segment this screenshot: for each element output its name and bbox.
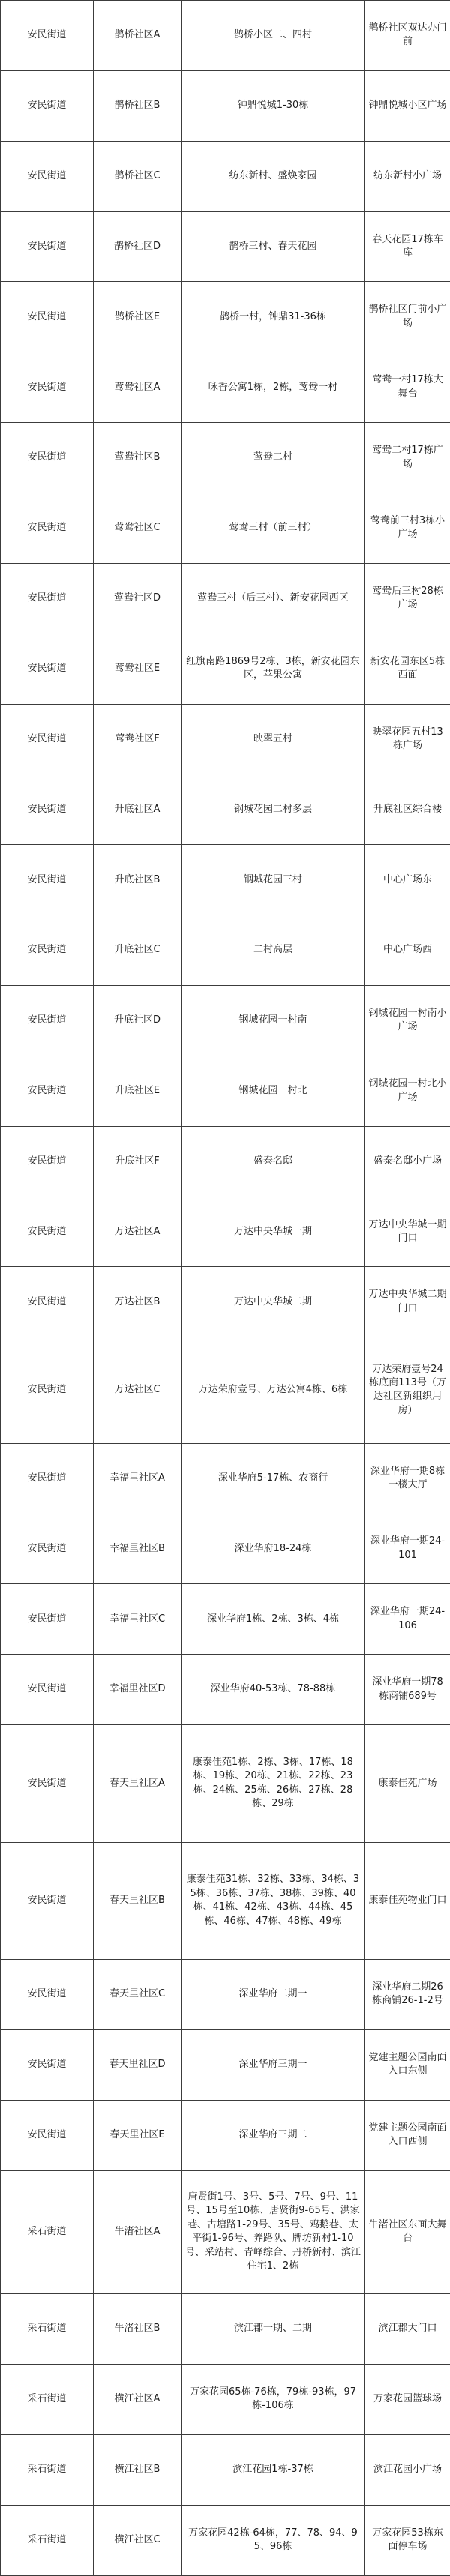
table-row <box>1 915 450 986</box>
street-cell: 安民街道 <box>1 282 94 352</box>
point-cell: 纺东新村小广场 <box>365 141 450 211</box>
area-cell: 滨江花园1栋-37栋 <box>182 2434 365 2505</box>
table-row <box>1 1267 450 1337</box>
area-cell: 深业华府5-17栋、农商行 <box>182 1443 365 1514</box>
area-cell: 康泰佳苑31栋、32栋、33栋、34栋、35栋、36栋、37栋、38栋、39栋、40栋、41栋、42栋、43栋、44栋、45栋、46栋、47栋、48栋、49栋 <box>182 1842 365 1959</box>
community-cell: 莺鸯社区D <box>94 563 182 634</box>
area-cell: 莺鸯三村（前三村） <box>182 493 365 564</box>
table-row <box>1 352 450 423</box>
street-cell: 采石街道 <box>1 2294 94 2365</box>
table-row <box>1 704 450 774</box>
area-cell: 深业华府1栋、2栋、3栋、4栋 <box>182 1584 365 1655</box>
table-row <box>1 70 450 141</box>
point-cell: 深业华府二期26栋商铺26-1-2号 <box>365 1959 450 2029</box>
table-row <box>1 1584 450 1655</box>
table-row <box>1 1126 450 1197</box>
area-cell: 鹊桥一村，钟鼎31-36栋 <box>182 282 365 352</box>
table-row <box>1 1725 450 1842</box>
point-cell: 鹊桥社区门前小广场 <box>365 282 450 352</box>
point-cell: 万达中央华城二期门口 <box>365 1267 450 1337</box>
community-cell: 春天里社区E <box>94 2100 182 2170</box>
table-row <box>1 2029 450 2100</box>
community-cell: 幸福里社区C <box>94 1584 182 1655</box>
community-cell: 莺鸯社区E <box>94 634 182 704</box>
table-row <box>1 493 450 564</box>
point-cell: 深业华府一期24-101 <box>365 1514 450 1584</box>
street-cell: 安民街道 <box>1 1443 94 1514</box>
street-cell: 安民街道 <box>1 352 94 423</box>
street-cell: 安民街道 <box>1 1197 94 1267</box>
community-cell: 鹊桥社区D <box>94 211 182 282</box>
area-cell: 万达荣府壹号、万达公寓4栋、6栋 <box>182 1337 365 1443</box>
area-cell: 万达中央华城一期 <box>182 1197 365 1267</box>
street-cell: 安民街道 <box>1 2029 94 2100</box>
area-cell: 鹊桥三村、春天花园 <box>182 211 365 282</box>
point-cell: 万家花园篮球场 <box>365 2364 450 2434</box>
area-cell: 滨江郡一期、二期 <box>182 2294 365 2365</box>
street-cell: 安民街道 <box>1 1584 94 1655</box>
community-cell: 莺鸯社区C <box>94 493 182 564</box>
community-cell: 横江社区C <box>94 2505 182 2575</box>
area-cell: 万家花园42栋-64栋，77、78、94、95、96栋 <box>182 2505 365 2575</box>
table-row <box>1 211 450 282</box>
point-cell: 莺鸯二村17栋广场 <box>365 423 450 493</box>
area-cell: 唐贤街1号、3号、5号、7号、9号、11号、15号至10栋、唐贤街9-65号、洪家巷、古塘路1-29号、35号、鸡鹅巷、太平街1-96号、养路队、牌坊新村1-10号、采站村、青峰综合、丹桥新村、滨江住宅1、2栋 <box>182 2170 365 2294</box>
street-cell: 安民街道 <box>1 1842 94 1959</box>
community-cell: 春天里社区B <box>94 1842 182 1959</box>
point-cell: 康泰佳苑物业门口 <box>365 1842 450 1959</box>
point-cell: 升底社区综合楼 <box>365 774 450 845</box>
street-cell: 安民街道 <box>1 704 94 774</box>
area-cell: 深业华府40-53栋、78-88栋 <box>182 1655 365 1725</box>
area-cell: 钢城花园一村北 <box>182 1056 365 1126</box>
street-cell: 安民街道 <box>1 2100 94 2170</box>
community-cell: 升底社区E <box>94 1056 182 1126</box>
community-cell: 牛渚社区B <box>94 2294 182 2365</box>
point-cell: 党建主题公园南面入口西侧 <box>365 2100 450 2170</box>
street-cell: 采石街道 <box>1 2505 94 2575</box>
area-cell: 深业华府三期一 <box>182 2029 365 2100</box>
area-cell: 万家花园65栋-76栋，79栋-93栋，97栋-106栋 <box>182 2364 365 2434</box>
point-cell: 映翠花园五村13栋广场 <box>365 704 450 774</box>
street-cell: 安民街道 <box>1 1655 94 1725</box>
area-cell: 钢城花园一村南 <box>182 986 365 1056</box>
area-cell: 盛泰名邸 <box>182 1126 365 1197</box>
area-cell: 二村高层 <box>182 915 365 986</box>
table-row <box>1 1197 450 1267</box>
area-cell: 莺鸯二村 <box>182 423 365 493</box>
point-cell: 莺鸯一村17栋大舞台 <box>365 352 450 423</box>
table-row <box>1 1056 450 1126</box>
table-row <box>1 986 450 1056</box>
area-cell: 深业华府三期二 <box>182 2100 365 2170</box>
community-cell: 升底社区B <box>94 845 182 915</box>
table-row <box>1 1842 450 1959</box>
point-cell: 党建主题公园南面入口东侧 <box>365 2029 450 2100</box>
street-cell: 安民街道 <box>1 1959 94 2029</box>
table-row <box>1 774 450 845</box>
point-cell: 钢城花园一村北小广场 <box>365 1056 450 1126</box>
street-cell: 安民街道 <box>1 1 94 71</box>
community-cell: 鹊桥社区C <box>94 141 182 211</box>
area-cell: 钢城花园三村 <box>182 845 365 915</box>
point-cell: 深业华府一期24-106 <box>365 1584 450 1655</box>
point-cell: 莺鸯后三村28栋广场 <box>365 563 450 634</box>
community-cell: 春天里社区D <box>94 2029 182 2100</box>
community-cell: 鹊桥社区A <box>94 1 182 71</box>
point-cell: 新安花园东区5栋西面 <box>365 634 450 704</box>
area-cell: 钢城花园二村多层 <box>182 774 365 845</box>
point-cell: 钟鼎悦城小区广场 <box>365 70 450 141</box>
street-cell: 安民街道 <box>1 986 94 1056</box>
table-row <box>1 1443 450 1514</box>
street-cell: 安民街道 <box>1 70 94 141</box>
table-body <box>1 1 450 2576</box>
community-cell: 幸福里社区B <box>94 1514 182 1584</box>
community-cell: 万达社区A <box>94 1197 182 1267</box>
table-row <box>1 845 450 915</box>
point-cell: 春天花园17栋车库 <box>365 211 450 282</box>
street-cell: 安民街道 <box>1 493 94 564</box>
area-cell: 万达中央华城二期 <box>182 1267 365 1337</box>
street-cell: 安民街道 <box>1 563 94 634</box>
community-cell: 莺鸯社区A <box>94 352 182 423</box>
street-cell: 安民街道 <box>1 1337 94 1443</box>
area-cell: 莺鸯三村（后三村）、新安花园西区 <box>182 563 365 634</box>
point-cell: 中心广场西 <box>365 915 450 986</box>
area-cell: 映翠五村 <box>182 704 365 774</box>
table-row <box>1 2434 450 2505</box>
table-row <box>1 141 450 211</box>
community-cell: 春天里社区A <box>94 1725 182 1842</box>
area-cell: 红旗南路1869号2栋、3栋，新安花园东区，苹果公寓 <box>182 634 365 704</box>
point-cell: 钢城花园一村南小广场 <box>365 986 450 1056</box>
table-row <box>1 2505 450 2575</box>
community-cell: 春天里社区C <box>94 1959 182 2029</box>
community-cell: 万达社区C <box>94 1337 182 1443</box>
street-cell: 安民街道 <box>1 915 94 986</box>
table-row <box>1 2170 450 2294</box>
community-cell: 莺鸯社区F <box>94 704 182 774</box>
community-cell: 升底社区F <box>94 1126 182 1197</box>
community-cell: 升底社区D <box>94 986 182 1056</box>
street-cell: 安民街道 <box>1 774 94 845</box>
street-cell: 安民街道 <box>1 634 94 704</box>
street-cell: 安民街道 <box>1 1725 94 1842</box>
table-row <box>1 2100 450 2170</box>
point-cell: 深业华府一期78栋商铺689号 <box>365 1655 450 1725</box>
community-cell: 升底社区A <box>94 774 182 845</box>
table-row <box>1 1337 450 1443</box>
point-cell: 中心广场东 <box>365 845 450 915</box>
table-row <box>1 423 450 493</box>
street-cell: 安民街道 <box>1 423 94 493</box>
table-row <box>1 2364 450 2434</box>
area-cell: 深业华府18-24栋 <box>182 1514 365 1584</box>
point-cell: 万达荣府壹号24栋底商113号（万达社区新组织用房） <box>365 1337 450 1443</box>
street-cell: 安民街道 <box>1 141 94 211</box>
point-cell: 康泰佳苑广场 <box>365 1725 450 1842</box>
table-row <box>1 1514 450 1584</box>
point-cell: 滨江花园小广场 <box>365 2434 450 2505</box>
table-row <box>1 1959 450 2029</box>
street-cell: 安民街道 <box>1 1056 94 1126</box>
table-row <box>1 563 450 634</box>
community-cell: 鹊桥社区E <box>94 282 182 352</box>
area-cell: 康泰佳苑1栋、2栋、3栋、17栋、18栋、19栋、20栋、21栋、22栋、23栋、24栋、25栋、26栋、27栋、28栋、29栋 <box>182 1725 365 1842</box>
community-cell: 万达社区B <box>94 1267 182 1337</box>
community-cell: 横江社区B <box>94 2434 182 2505</box>
community-cell: 幸福里社区A <box>94 1443 182 1514</box>
street-cell: 采石街道 <box>1 2364 94 2434</box>
area-cell: 深业华府二期一 <box>182 1959 365 2029</box>
community-cell: 升底社区C <box>94 915 182 986</box>
area-cell: 钟鼎悦城1-30栋 <box>182 70 365 141</box>
area-cell: 纺东新村、盛焕家园 <box>182 141 365 211</box>
community-cell: 牛渚社区A <box>94 2170 182 2294</box>
point-cell: 莺鸯前三村3栋小广场 <box>365 493 450 564</box>
street-cell: 采石街道 <box>1 2170 94 2294</box>
point-cell: 鹊桥社区双达办门前 <box>365 1 450 71</box>
point-cell: 万家花园53栋东面停车场 <box>365 2505 450 2575</box>
point-cell: 深业华府一期8栋一楼大厅 <box>365 1443 450 1514</box>
point-cell: 盛泰名邸小广场 <box>365 1126 450 1197</box>
table-row <box>1 2294 450 2365</box>
table-row <box>1 1655 450 1725</box>
community-cell: 莺鸯社区B <box>94 423 182 493</box>
point-cell: 滨江郡大门口 <box>365 2294 450 2365</box>
area-cell: 咏香公寓1栋，2栋，莺鸯一村 <box>182 352 365 423</box>
street-cell: 安民街道 <box>1 1267 94 1337</box>
area-cell: 鹊桥小区二、四村 <box>182 1 365 71</box>
street-cell: 安民街道 <box>1 845 94 915</box>
point-cell: 万达中央华城一期门口 <box>365 1197 450 1267</box>
street-cell: 安民街道 <box>1 211 94 282</box>
table-row <box>1 1 450 71</box>
table-row <box>1 634 450 704</box>
point-cell: 牛渚社区东面大舞台 <box>365 2170 450 2294</box>
street-cell: 安民街道 <box>1 1126 94 1197</box>
community-cell: 横江社区A <box>94 2364 182 2434</box>
table-row <box>1 282 450 352</box>
community-cell: 鹊桥社区B <box>94 70 182 141</box>
street-cell: 采石街道 <box>1 2434 94 2505</box>
street-cell: 安民街道 <box>1 1514 94 1584</box>
community-cell: 幸福里社区D <box>94 1655 182 1725</box>
